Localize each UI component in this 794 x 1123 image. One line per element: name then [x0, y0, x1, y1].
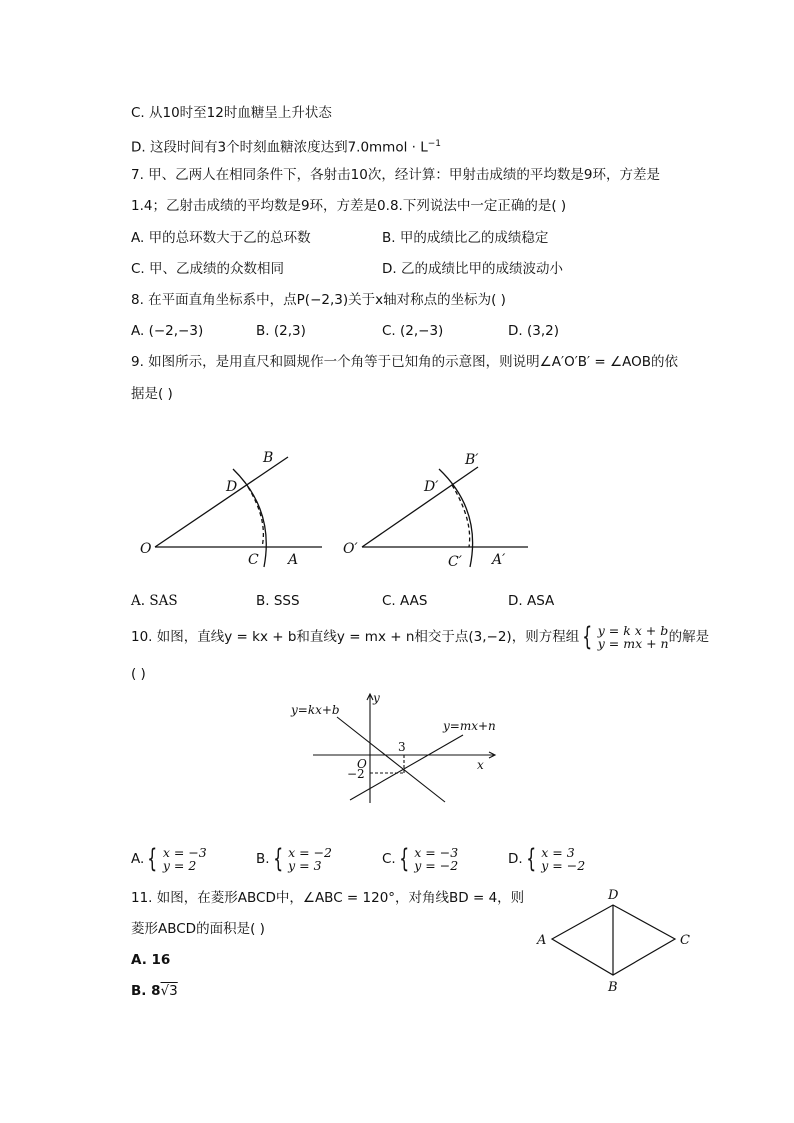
q10-option-c: C. { x = −3 y = −2	[382, 844, 459, 874]
q10-stem-text: 10. 如图，直线y = kx + b和直线y = mx + n相交于点(3,−2)，则方程组	[131, 629, 580, 645]
q9-label-o-prime: O′	[343, 541, 358, 557]
q10-label-y-axis: y	[373, 691, 380, 705]
q11-label-c: C	[680, 933, 690, 948]
q8-option-c: C. (2,−3)	[382, 323, 444, 339]
q10-label-x-axis: x	[477, 758, 484, 772]
q9-stem-line2: 据是( )	[131, 386, 173, 402]
q7-option-a: A. 甲的总环数大于乙的总环数	[131, 230, 311, 246]
q8-option-d: D. (3,2)	[508, 323, 559, 339]
q9-stem-line1: 9. 如图所示，是用直尺和圆规作一个角等于已知角的示意图，则说明∠A′O′B′ = ∠AOB的依	[131, 354, 678, 370]
q6-option-d-exponent: −1	[427, 139, 442, 149]
q10-option-a: A. { x = −3 y = 2	[131, 844, 207, 874]
q10-stem-tail: 的解是	[668, 629, 710, 645]
q10-label-three: 3	[398, 740, 406, 754]
q11-label-b: B	[608, 980, 618, 995]
q11-stem-line2: 菱形ABCD的面积是( )	[131, 921, 265, 937]
q7-option-c: C. 甲、乙成绩的众数相同	[131, 261, 285, 277]
q9-label-a-prime: A′	[492, 552, 506, 568]
q10-label-origin: O	[357, 757, 367, 771]
q11-stem-line1: 11. 如图，在菱形ABCD中，∠ABC = 120°，对角线BD = 4，则	[131, 890, 525, 906]
q9-option-d: D. ASA	[508, 593, 555, 609]
q11-label-d: D	[608, 888, 619, 903]
q7-option-d: D. 乙的成绩比甲的成绩波动小	[382, 261, 563, 277]
q8-option-b: B. (2,3)	[256, 323, 306, 339]
q10-stem: 10. 如图，直线y = kx + b和直线y = mx + n相交于点(3,−2)，则方程组 { y = k x + b y = mx + n 的解是	[131, 622, 710, 652]
q10-equation-system	[598, 624, 669, 650]
q7-option-b: B. 甲的成绩比乙的成绩稳定	[382, 230, 549, 246]
q7-stem-line2: 1.4；乙射击成绩的平均数是9环，方差是0.8.下列说法中一定正确的是( )	[131, 198, 567, 214]
q9-option-c: C. AAS	[382, 593, 428, 609]
q10-paren: ( )	[131, 666, 146, 682]
q10-equation-2: y = mx + n	[597, 636, 669, 651]
q9-option-b: B. SSS	[256, 593, 300, 609]
q9-label-c: C	[248, 552, 259, 568]
q10-label-minus-two: −2	[347, 767, 365, 781]
q9-label-a: A	[288, 552, 299, 568]
q10-figure	[285, 690, 505, 805]
q10-label-line2: y=mx+n	[443, 719, 496, 733]
q6-option-c: C. 从10时至12时血糖呈上升状态	[131, 105, 332, 121]
q9-label-b: B	[263, 450, 274, 466]
q9-figure	[130, 440, 540, 575]
q9-label-d: D	[226, 479, 238, 495]
q9-option-a: A. SAS	[131, 593, 178, 609]
q10-equation-1: y = k x + b	[597, 623, 669, 638]
q9-label-b-prime: B′	[465, 452, 479, 468]
q9-label-d-prime: D′	[424, 479, 439, 495]
q11-option-a: A. 16	[131, 952, 171, 968]
q7-stem-line1: 7. 甲、乙两人在相同条件下，各射击10次，经计算：甲射击成绩的平均数是9环，方差是	[131, 167, 660, 183]
q11-figure	[530, 883, 700, 998]
q10-label-line1: y=kx+b	[291, 703, 340, 717]
q11-option-b: B. 8√3	[131, 983, 178, 999]
q11-label-a: A	[537, 933, 547, 948]
q6-option-d: D. 这段时间有3个时刻血糖浓度达到7.0mmol · $L^{-1}$	[131, 139, 442, 156]
q8-stem: 8. 在平面直角坐标系中，点P(−2,3)关于x轴对称点的坐标为( )	[131, 292, 506, 308]
q9-label-c-prime: C′	[448, 554, 462, 570]
q10-option-d: D. { x = 3 y = −2	[508, 844, 586, 874]
q9-label-o: O	[140, 541, 152, 557]
q10-option-b: B. { x = −2 y = 3	[256, 844, 333, 874]
q8-option-a: A. (−2,−3)	[131, 323, 204, 339]
